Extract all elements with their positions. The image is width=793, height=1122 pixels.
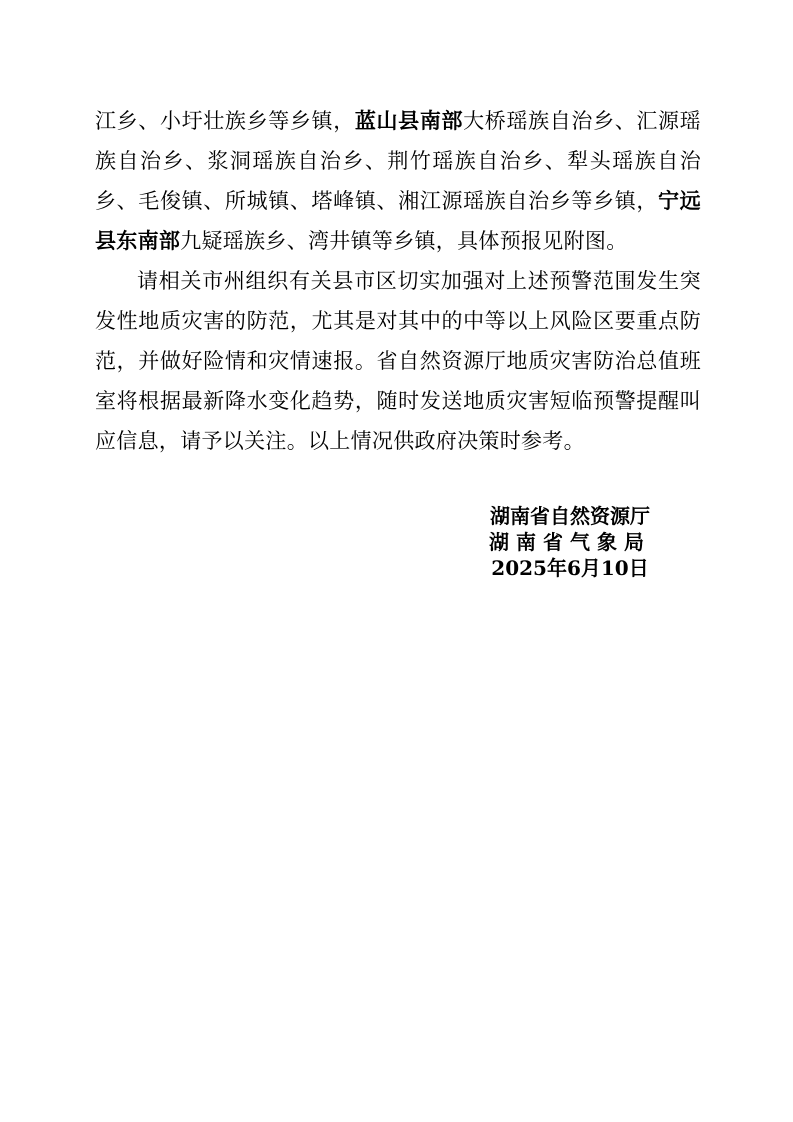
bold-region-ningyuan: 宁远县东南部: [95, 188, 701, 253]
signature-org-meteorological: 湖南省气象局: [489, 530, 651, 554]
signature-date: 2025年6月10日: [491, 556, 649, 580]
text-segment: 江乡、小圩壮族乡等乡镇，: [95, 109, 355, 133]
signature-org-natural-resources: 湖南省自然资源厅: [490, 504, 650, 528]
signature-block: [489, 503, 651, 581]
text-segment: 大桥瑶族自治乡、汇源瑶族自治乡、浆洞瑶族自治乡、荆竹瑶族自治乡、犁头瑶族自治乡、毛俊镇、所城镇、塔峰镇、湘江源瑶族自治乡等乡镇，: [95, 109, 701, 213]
document-body: [95, 101, 701, 461]
text-segment: 九疑瑶族乡、湾井镇等乡镇，具体预报见附图。: [180, 229, 628, 253]
paragraph-instructions: 请相关市州组织有关县市区切实加强对上述预警范围发生突发性地质灾害的防范，尤其是对其中的中等以上风险区要重点防范，并做好险情和灾情速报。省自然资源厅地质灾害防治总值班室将根据最新降水变化趋势，随时发送地质灾害短临预警提醒叫应信息，请予以关注。以上情况供政府决策时参考。: [95, 269, 701, 453]
paragraph-forecast-areas: [95, 101, 701, 261]
bold-region-lanshan: 蓝山县南部: [354, 108, 464, 133]
